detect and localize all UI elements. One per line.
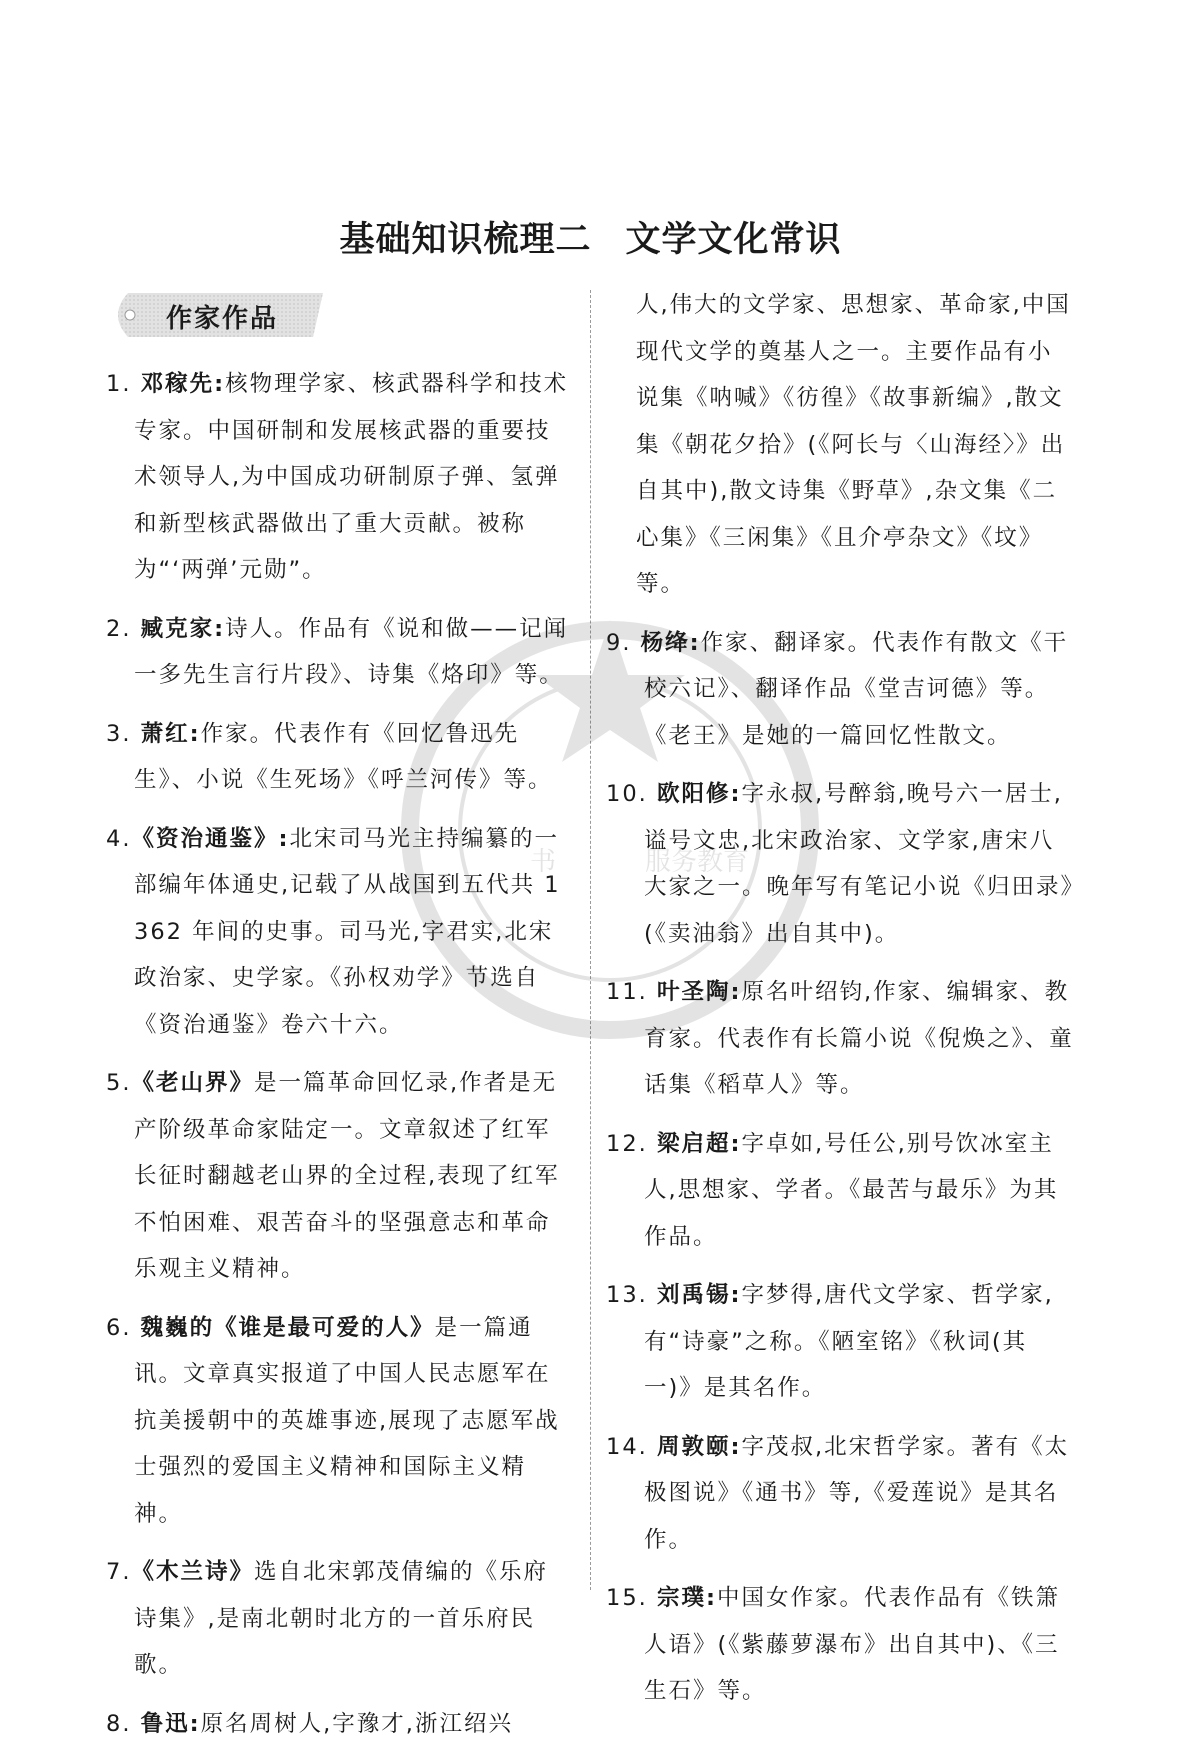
entry-name: 萧红 xyxy=(140,720,190,747)
entry-sep: : xyxy=(705,1585,717,1611)
entry-text: 诗人。作品有《说和做——记闻一多先生言行片段》、诗集《烙印》等。 xyxy=(134,615,569,688)
entry-number: 6. xyxy=(106,1314,132,1341)
column-divider xyxy=(590,290,591,1590)
entry-name: 魏巍的《谁是最可爱的人》 xyxy=(140,1314,435,1341)
entry-number: 14. xyxy=(606,1433,648,1460)
page-title-sub: 文学文化常识 xyxy=(625,220,842,260)
entry-text: 字卓如,号任公,别号饮冰室主人,思想家、学者。《最苦与最乐》为其作品。 xyxy=(644,1130,1059,1250)
entry-8-continuation: 人,伟大的文学家、思想家、革命家,中国现代文学的奠基人之一。主要作品有小说集《呐喊》《彷徨》《故事新编》,散文集《朝花夕拾》(《阿长与〈山海经〉》出自其中),散文诗集《野草》,杂文集《二心集》《三闲集》《且介亭杂文》《坟》等。 xyxy=(636,292,1071,597)
section-label: 作家作品 xyxy=(166,304,279,334)
entry-14 xyxy=(606,1424,1074,1564)
entry-12 xyxy=(606,1121,1074,1261)
entry-text: 作家。代表作有《回忆鲁迅先生》、小说《生死场》《呼兰河传》等。 xyxy=(134,720,553,793)
page-title-main: 基础知识梳理二 xyxy=(339,220,592,260)
entry-name: 梁启超 xyxy=(656,1130,731,1157)
entry-2 xyxy=(106,606,569,699)
entry-number: 5. xyxy=(106,1070,132,1096)
right-column xyxy=(606,282,1074,1727)
entry-number: 15. xyxy=(606,1585,648,1611)
entry-text: 核物理学家、核武器科学和技术专家。中国研制和发展核武器的重要技术领导人,为中国成功研制原子弹、氢弹和新型核武器做出了重大贡献。被称为“‘两弹’元勋”。 xyxy=(134,371,569,583)
entry-name: 鲁迅 xyxy=(140,1710,190,1737)
entry-sep: : xyxy=(730,979,742,1005)
entry-3 xyxy=(106,711,569,804)
entry-text: 作家、翻译家。代表作有散文《干校六记》、翻译作品《堂吉诃德》等。《老王》是她的一篇回忆性散文。 xyxy=(644,629,1069,749)
entry-name: 邓稼先 xyxy=(140,371,215,397)
watermark-text-2: 书 xyxy=(530,847,557,877)
entry-number: 10. xyxy=(606,781,648,807)
entry-number: 11. xyxy=(606,979,648,1005)
entry-name: 《老山界》 xyxy=(131,1070,254,1096)
left-column xyxy=(106,361,569,1759)
page-title xyxy=(0,212,1181,262)
section-tag xyxy=(108,290,330,340)
entry-name: 臧克家 xyxy=(140,615,215,642)
entry-8 xyxy=(106,1701,569,1748)
entry-text: 是一篇革命回忆录,作者是无产阶级革命家陆定一。文章叙述了红军长征时翻越老山界的全过程,表现了红军不怕困难、艰苦奋斗的坚强意志和革命乐观主义精神。 xyxy=(134,1070,560,1282)
entry-sep: : xyxy=(189,720,201,747)
entry-sep: : xyxy=(278,825,290,852)
entry-number: 2. xyxy=(106,615,132,642)
entry-text: 是一篇通讯。文章真实报道了中国人民志愿军在抗美援朝中的英雄事迹,展现了志愿军战士强烈的爱国主义精神和国际主义精神。 xyxy=(134,1314,560,1527)
entry-5 xyxy=(106,1060,569,1293)
entry-sep: : xyxy=(730,781,742,807)
entry-number: 12. xyxy=(606,1130,648,1157)
entry-7 xyxy=(106,1549,569,1689)
entry-text: 中国女作家。代表作品有《铁箫人语》(《紫藤萝瀑布》出自其中)、《三生石》等。 xyxy=(644,1585,1060,1704)
entry-name: 《木兰诗》 xyxy=(131,1559,254,1585)
entry-text: 北宋司马光主持编纂的一部编年体通史,记载了从战国到五代共 1 362 年间的史事。司马光,字君实,北宋政治家、史学家。《孙权劝学》节选自《资治通鉴》卷六十六。 xyxy=(134,825,561,1038)
entry-sep: : xyxy=(689,629,701,656)
entry-name: 刘禹锡 xyxy=(656,1282,731,1308)
entry-9 xyxy=(606,620,1074,760)
entry-text: 字永叔,号醉翁,晚号六一居士,谥号文忠,北宋政治家、文学家,唐宋八大家之一。晚年写有笔记小说《归田录》(《卖油翁》出自其中)。 xyxy=(644,781,1074,947)
entry-name: 欧阳修 xyxy=(656,781,731,807)
entry-number: 3. xyxy=(106,720,132,747)
entry-sep: : xyxy=(214,371,226,397)
entry-number: 9. xyxy=(606,629,632,656)
entry-1 xyxy=(106,361,569,594)
entry-sep: : xyxy=(730,1282,742,1308)
entry-text: 原名周树人,字豫才,浙江绍兴 xyxy=(200,1710,513,1737)
entry-10 xyxy=(606,771,1074,957)
entry-6 xyxy=(106,1305,569,1538)
entry-number: 1. xyxy=(106,371,132,397)
entry-number: 7. xyxy=(106,1559,132,1585)
entry-4 xyxy=(106,816,569,1049)
entry-13 xyxy=(606,1272,1074,1412)
entry-text: 选自北宋郭茂倩编的《乐府诗集》,是南北朝时北方的一首乐府民歌。 xyxy=(134,1559,548,1678)
entry-sep: : xyxy=(189,1710,201,1737)
entry-11 xyxy=(606,969,1074,1109)
entry-name: 《资治通鉴》 xyxy=(131,825,279,852)
entry-name: 周敦颐 xyxy=(656,1433,731,1460)
entry-text: 字梦得,唐代文学家、哲学家,有“诗豪”之称。《陋室铭》《秋词(其一)》是其名作。 xyxy=(644,1282,1054,1401)
entry-text: 字茂叔,北宋哲学家。著有《太极图说》《通书》等,《爱莲说》是其名作。 xyxy=(644,1433,1070,1553)
entry-15 xyxy=(606,1575,1074,1715)
entry-number: 13. xyxy=(606,1282,648,1308)
entry-name: 叶圣陶 xyxy=(656,979,731,1005)
entry-sep: : xyxy=(214,615,226,642)
watermark-text-1: 服务教育 xyxy=(645,847,750,877)
entry-sep: : xyxy=(730,1433,742,1460)
entry-number: 8. xyxy=(106,1710,132,1737)
entry-name: 杨绛 xyxy=(640,629,690,656)
entry-text: 原名叶绍钧,作家、编辑家、教育家。代表作有长篇小说《倪焕之》、童话集《稻草人》等。 xyxy=(644,979,1074,1098)
entry-sep: : xyxy=(730,1130,742,1157)
entry-name: 宗璞 xyxy=(656,1585,706,1611)
entry-number: 4. xyxy=(106,825,132,852)
